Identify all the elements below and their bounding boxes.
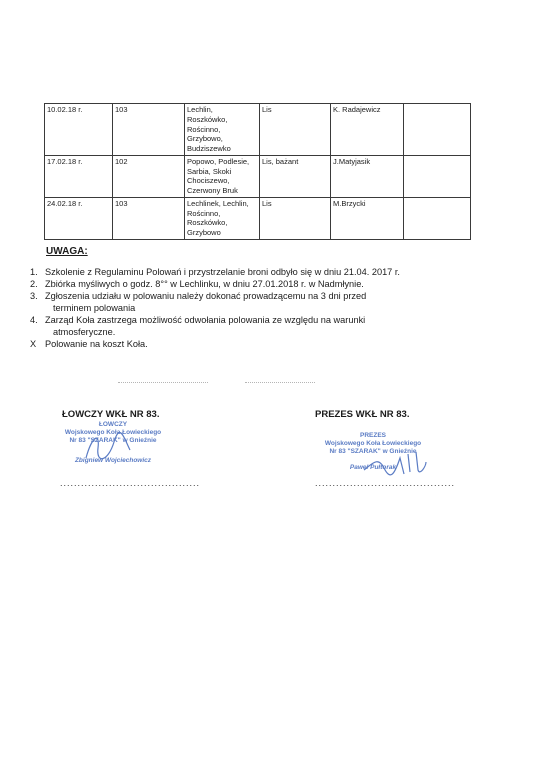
place-name: Rościnno, — [187, 124, 221, 134]
place-name: Roszkówko, — [187, 114, 228, 124]
note-text: Zgłoszenia udziału w polowaniu należy dokonać prowadzącemu na 3 dni przed — [45, 291, 367, 301]
stamp-line: Wojskowego Koła Łowieckiego — [64, 429, 162, 436]
note-text: terminem polowania — [53, 303, 136, 313]
hunt-schedule-body — [45, 104, 471, 240]
note-item — [30, 290, 490, 314]
note-number: 3. — [30, 291, 38, 301]
hunt-number-cell: 102 — [113, 155, 185, 197]
notes-list — [30, 266, 490, 350]
hunting-master-title: ŁOWCZY WKŁ NR 83. — [62, 409, 160, 420]
hunt-number-cell: 103 — [113, 197, 185, 239]
stamp-line: Zbigniew Wojciechowicz — [74, 457, 152, 464]
notes-heading: UWAGA: — [46, 246, 88, 257]
empty-cell — [404, 197, 471, 239]
hunting-master-signature — [78, 428, 138, 468]
stamp-line: PREZES — [359, 432, 386, 439]
game-cell: Lis — [260, 104, 331, 156]
stamp-line: Wojskowego Koła Łowieckiego — [324, 440, 422, 447]
game-cell: Lis, bażant — [260, 155, 331, 197]
note-item — [30, 278, 490, 290]
place-name: Grzybowo — [187, 228, 221, 237]
leader-cell: J.Matyjasik — [331, 155, 404, 197]
stamp-line: Paweł Pułtorak — [349, 464, 397, 471]
hunt-schedule-table — [44, 103, 471, 240]
game-cell: Lis — [260, 197, 331, 239]
empty-cell — [404, 155, 471, 197]
date-cell: 10.02.18 r. — [45, 104, 113, 156]
note-number: X — [30, 339, 37, 349]
table-row — [45, 197, 471, 239]
note-text: Zbiórka myśliwych o godz. 8°° w Lechlinku, w dniu 27.01.2018 r. w Nadmłynie. — [45, 279, 364, 289]
table-row — [45, 104, 471, 156]
date-cell: 24.02.18 r. — [45, 197, 113, 239]
faint-divider-right — [245, 382, 315, 383]
note-text: Zarząd Koła zastrzega możliwość odwołania polowania ze względu na warunki — [45, 315, 366, 325]
date-cell: 17.02.18 r. — [45, 155, 113, 197]
president-title: PREZES WKŁ NR 83. — [315, 409, 410, 420]
note-number: 2. — [30, 279, 38, 289]
places-cell — [185, 197, 260, 239]
empty-cell — [404, 104, 471, 156]
place-name: Rościnno, — [187, 208, 221, 218]
place-name: Grzybowo, — [187, 134, 223, 144]
hunt-number-cell: 103 — [113, 104, 185, 156]
table-row — [45, 155, 471, 197]
hunting-master-signature-line: ........................................ — [60, 478, 201, 488]
faint-divider-left — [118, 382, 208, 383]
note-number: 4. — [30, 315, 38, 325]
leader-cell: K. Radajewicz — [331, 104, 404, 156]
stamp-line: Nr 83 "SZARAK" w Gnieźnie — [69, 437, 157, 444]
stamp-line: Nr 83 "SZARAK" w Gnieźnie — [329, 448, 417, 455]
note-text: Szkolenie z Regulaminu Polowań i przystrzelanie broni odbyło się w dniu 21.04. 2017 r. — [45, 267, 400, 277]
note-item — [30, 314, 490, 338]
president-signature-line: ........................................ — [315, 478, 456, 488]
place-name: Chociszewo, — [187, 176, 230, 186]
place-name: Sarbia, Skoki — [187, 166, 232, 176]
place-name: Budziszewko — [187, 144, 231, 153]
places-cell — [185, 104, 260, 156]
note-item — [30, 266, 490, 278]
place-name: Lechlinek, Lechlin, — [187, 198, 249, 208]
place-name: Lechlin, — [187, 105, 213, 114]
places-cell — [185, 155, 260, 197]
note-item — [30, 338, 490, 350]
note-text: atmosferyczne. — [53, 327, 116, 337]
place-name: Czerwony Bruk — [187, 186, 238, 195]
place-name: Popowo, Podlesie, — [187, 156, 250, 166]
place-name: Roszkówko, — [187, 218, 228, 228]
note-text: Polowanie na koszt Koła. — [45, 339, 148, 349]
stamp-line: ŁOWCZY — [98, 421, 128, 428]
leader-cell: M.Brzycki — [331, 197, 404, 239]
note-number: 1. — [30, 267, 38, 277]
